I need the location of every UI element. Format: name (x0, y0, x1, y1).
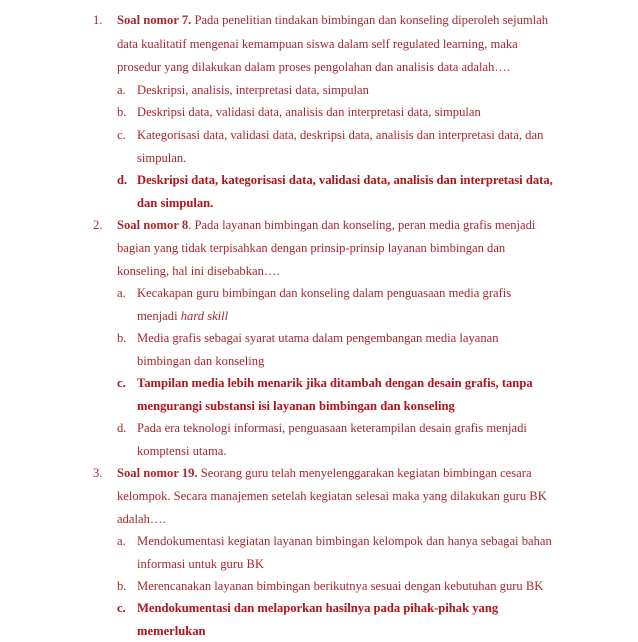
option-label: b. (117, 331, 127, 345)
question-stem-line: konseling, hal ini disebabkan…. (117, 264, 280, 278)
option-text: komptensi utama. (137, 444, 227, 458)
question-stem-line: kelompok. Secara manajemen setelah kegiatan selesai maka yang dilakukan guru BK (117, 489, 547, 503)
question-title: Soal nomor 7. (117, 13, 192, 27)
question-stem-line (117, 462, 532, 484)
option-text: Media grafis sebagai syarat utama dalam pengembangan media layanan (137, 331, 499, 345)
option-label: a. (117, 83, 126, 97)
option-text (137, 305, 228, 327)
option-text: simpulan. (137, 151, 187, 165)
option-text: Kategorisasi data, validasi data, deskripsi data, analisis dan interpretasi data, dan (137, 128, 544, 142)
question-stem-line (117, 214, 535, 236)
option-text: bimbingan dan konseling (137, 354, 265, 368)
option-text: Pada era teknologi informasi, penguasaan keterampilan desain grafis menjadi (137, 421, 527, 435)
option-text-correct: memerlukan (137, 624, 206, 638)
option-text-lead: menjadi (137, 309, 181, 323)
option-label-correct: c. (117, 601, 126, 615)
option-text-correct: Mendokumentasi dan melaporkan hasilnya pada pihak-pihak yang (137, 601, 499, 615)
option-text-correct: Tampilan media lebih menarik jika ditambah dengan desain grafis, tanpa (137, 376, 533, 390)
option-text-italic: hard skill (180, 309, 229, 323)
option-text-correct: Deskripsi data, kategorisasi data, validasi data, analisis dan interpretasi data, (137, 173, 553, 187)
option-label: d. (117, 421, 127, 435)
option-text: Deskripsi, analisis, interpretasi data, simpulan (137, 83, 369, 97)
question-number: 2. (93, 218, 103, 232)
option-label: b. (117, 105, 127, 119)
question-stem-text: Pada penelitian tindakan bimbingan dan konseling diperoleh sejumlah (194, 13, 549, 27)
question-number: 3. (93, 466, 103, 480)
option-label: a. (117, 534, 126, 548)
option-label-correct: c. (117, 376, 126, 390)
option-text: Merencanakan layanan bimbingan berikutnya sesuai dengan kebutuhan guru BK (137, 579, 544, 593)
option-label: c. (117, 128, 126, 142)
question-stem-line: bagian yang tidak terpisahkan dengan prinsip-prinsip layanan bimbingan dan (117, 241, 506, 255)
option-text-correct: mengurangi substansi isi layanan bimbingan dan konseling (137, 399, 455, 413)
question-stem-line: data kualitatif mengenai kemampuan siswa dalam self regulated learning, maka (117, 37, 518, 51)
question-title: Soal nomor 19. (117, 466, 198, 480)
option-text-correct: dan simpulan. (137, 196, 214, 210)
question-stem-line: prosedur yang dilakukan dalam proses pengolahan dan analisis data adalah…. (117, 60, 511, 74)
question-number: 1. (93, 13, 103, 27)
option-text: Deskripsi data, validasi data, analisis dan interpretasi data, simpulan (137, 105, 481, 119)
question-stem-line (117, 9, 548, 31)
option-label: b. (117, 579, 127, 593)
option-label-correct: d. (117, 173, 128, 187)
question-stem-text: . Pada layanan bimbingan dan konseling, peran media grafis menjadi (188, 218, 536, 232)
option-text: Kecakapan guru bimbingan dan konseling dalam penguasaan media grafis (137, 286, 512, 300)
option-text: Mendokumentasi kegiatan layanan bimbingan kelompok dan hanya sebagai bahan (137, 534, 552, 548)
question-stem-text: Seorang guru telah menyelenggarakan kegiatan bimbingan cesara (200, 466, 532, 480)
option-text: informasi untuk guru BK (137, 557, 264, 571)
question-stem-line: adalah…. (117, 512, 166, 526)
option-label: a. (117, 286, 126, 300)
question-title: Soal nomor 8 (117, 218, 189, 232)
